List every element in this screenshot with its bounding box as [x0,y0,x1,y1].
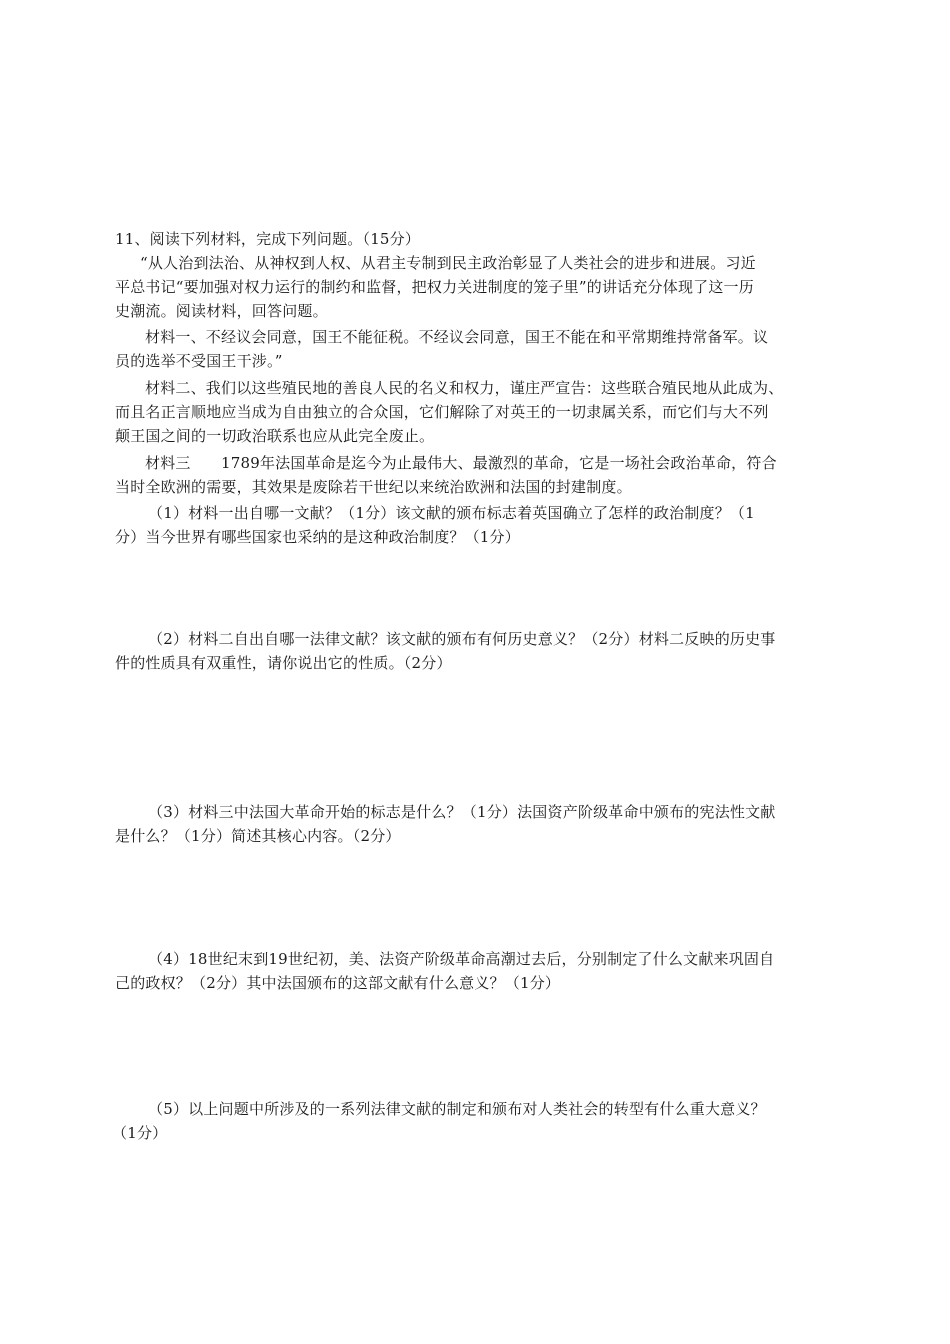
intro-line-2: 平总书记“要加强对权力运行的制约和监督，把权力关进制度的笼子里”的讲话充分体现了这一历 [115,278,754,296]
intro-line-3: 史潮流。阅读材料，回答问题。 [115,302,328,320]
sub-question-2-line-1: （2）材料二自出自哪一法律文献？该文献的颁布有何历史意义？（2分）材料二反映的历史事 [148,630,776,648]
sub-question-1-line-1: （1）材料一出自哪一文献？（1分）该文献的颁布标志着英国确立了怎样的政治制度？（1 [148,504,755,522]
question-title: 11、阅读下列材料，完成下列问题。（15分） [115,230,421,248]
sub-question-3-line-2: 是什么？（1分）简述其核心内容。（2分） [115,827,401,845]
sub-question-1-line-2: 分）当今世界有哪些国家也采纳的是这种政治制度？（1分） [115,528,520,546]
sub-question-5-line-2: （1分） [112,1124,168,1142]
material2-line-3: 颠王国之间的一切政治联系也应从此完全废止。 [115,427,435,445]
material3-line-2: 当时全欧洲的需要，其效果是废除若干世纪以来统治欧洲和法国的封建制度。 [115,478,632,496]
sub-question-3-line-1: （3）材料三中法国大革命开始的标志是什么？（1分）法国资产阶级革命中颁布的宪法性文献 [148,803,776,821]
material2-line-1: 材料二、我们以这些殖民地的善良人民的名义和权力，谨庄严宣告：这些联合殖民地从此成为、 [145,379,784,397]
sub-question-5-line-1: （5）以上问题中所涉及的一系列法律文献的制定和颁布对人类社会的转型有什么重大意义？ [148,1100,766,1118]
sub-question-4-line-2: 己的政权？（2分）其中法国颁布的这部文献有什么意义？（1分） [115,974,561,992]
material2-line-2: 而且名正言顺地应当成为自由独立的合众国，它们解除了对英王的一切隶属关系，而它们与大不列 [115,403,769,421]
material3-line-1: 材料三 1789年法国革命是迄今为止最伟大、最激烈的革命，它是一场社会政治革命，符合 [145,454,777,472]
material1-line-2: 员的选举不受国王干涉。” [115,352,283,370]
material1-line-1: 材料一、不经议会同意，国王不能征税。不经议会同意，国王不能在和平常期维持常备军。议 [145,328,769,346]
intro-line-1: “从人治到法治、从神权到人权、从君主专制到民主政治彰显了人类社会的进步和进展。习近 [140,254,756,272]
sub-question-2-line-2: 件的性质具有双重性，请你说出它的性质。（2分） [115,654,452,672]
sub-question-4-line-1: （4）18世纪末到19世纪初，美、法资产阶级革命高潮过去后，分别制定了什么文献来巩固自 [148,950,775,968]
